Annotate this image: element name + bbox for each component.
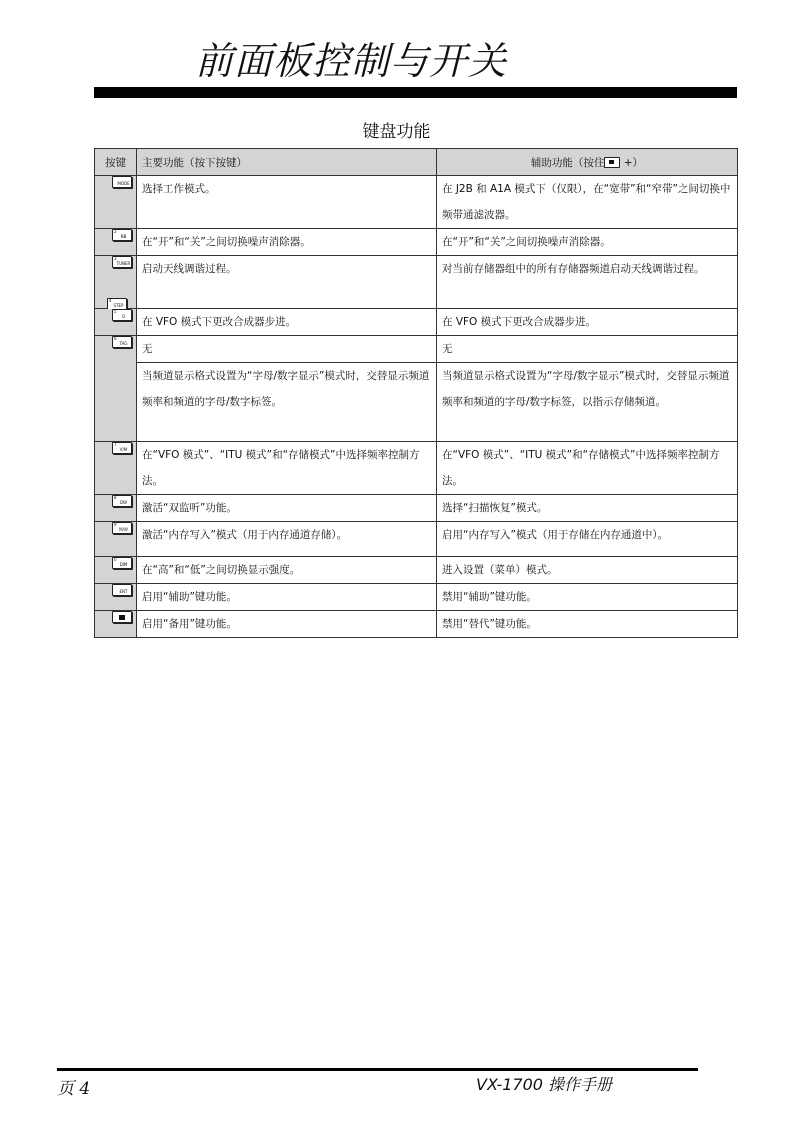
key-cell xyxy=(95,522,137,557)
main-function-cell: 在 VFO 模式下更改合成器步进。 xyxy=(137,309,437,336)
main-function-cell: 启动天线调谐过程。 xyxy=(137,256,437,309)
main-function-cell: 当频道显示格式设置为“字母/数字显示”模式时，交替显示频道频率和频道的字母/数字标签。 xyxy=(137,363,437,442)
table-row xyxy=(95,363,738,442)
aux-function-cell: 禁用“替代”键功能。 xyxy=(437,611,738,638)
aux-function-cell: 在 VFO 模式下更改合成器步进。 xyxy=(437,309,738,336)
table-row xyxy=(95,442,738,495)
tag-key-icon: 6 TAG xyxy=(112,336,132,348)
dim-key-icon: 0 DIM xyxy=(112,557,132,569)
main-function-cell: 在“VFO 模式”、“ITU 模式”和“存储模式”中选择频率控制方法。 xyxy=(137,442,437,495)
aux-function-cell: 无 xyxy=(437,336,738,363)
table-row xyxy=(95,309,738,336)
key-cell xyxy=(95,495,137,522)
key-cell xyxy=(95,256,137,309)
key-cell xyxy=(95,176,137,229)
footer-manual-title: VX-1700 操作手册 xyxy=(476,1075,613,1094)
f-key-icon xyxy=(604,157,620,168)
table-row xyxy=(95,495,738,522)
title-divider-bar xyxy=(94,87,737,98)
aux-function-cell: 在 J2B 和 A1A 模式下（仅限），在“宽带”和“窄带”之间切换中频带通滤波器。 xyxy=(437,176,738,229)
footer-rule xyxy=(57,1068,698,1071)
dw-key-icon: 8 DW xyxy=(112,495,132,507)
mw-key-icon: 9 M/W xyxy=(112,522,132,534)
main-function-cell: 激活“双监听”功能。 xyxy=(137,495,437,522)
header-aux-prefix: 辅助功能（按住 xyxy=(530,156,605,169)
page-title: 前面板控制与开关 xyxy=(195,39,508,83)
mode-key-icon: MODE xyxy=(112,176,132,188)
key-cell xyxy=(95,309,137,336)
table-row xyxy=(95,256,738,309)
aux-function-cell: 在“VFO 模式”、“ITU 模式”和“存储模式”中选择频率控制方法。 xyxy=(437,442,738,495)
step-key-icon: 4 STEP xyxy=(107,298,127,310)
nb-key-icon: 2 NB xyxy=(112,229,132,241)
key-cell xyxy=(95,229,137,256)
aux-function-cell: 当频道显示格式设置为“字母/数字显示”模式时，交替显示频道频率和频道的字母/数字标签，以指示存储频道。 xyxy=(437,363,738,442)
table-row xyxy=(95,336,738,363)
key-cell xyxy=(95,336,137,442)
key-cell xyxy=(95,611,137,638)
footer-page-number: 页 4 xyxy=(57,1079,91,1099)
table-row xyxy=(95,522,738,557)
key-function-table xyxy=(94,148,738,638)
table-row xyxy=(95,611,738,638)
table-row xyxy=(95,557,738,584)
aux-function-cell: 在“开”和“关”之间切换噪声消除器。 xyxy=(437,229,738,256)
key-cell xyxy=(95,442,137,495)
header-main-function: 主要功能（按下按键） xyxy=(137,149,437,176)
f-key-icon xyxy=(112,611,132,623)
section-title: 键盘功能 xyxy=(362,122,431,142)
main-function-cell: 启用“辅助”键功能。 xyxy=(137,584,437,611)
aux-function-cell: 选择“扫描恢复”模式。 xyxy=(437,495,738,522)
aux-function-cell: 对当前存储器组中的所有存储器频道启动天线调谐过程。 xyxy=(437,256,738,309)
table-header-row xyxy=(95,149,738,176)
header-aux-function xyxy=(437,149,738,176)
aux-function-cell: 进入设置（菜单）模式。 xyxy=(437,557,738,584)
header-aux-suffix: +） xyxy=(620,156,644,169)
main-function-cell: 无 xyxy=(137,336,437,363)
key-cell xyxy=(95,557,137,584)
step-o-key-icon: 5 O xyxy=(112,309,132,321)
main-function-cell: 在“开”和“关”之间切换噪声消除器。 xyxy=(137,229,437,256)
key-cell xyxy=(95,584,137,611)
vm-key-icon: 7 V/M xyxy=(112,442,132,454)
tuner-key-icon: 3 TUNER xyxy=(114,256,131,266)
main-function-cell: 选择工作模式。 xyxy=(137,176,437,229)
ent-key-icon: ENT xyxy=(112,584,132,596)
header-key: 按键 xyxy=(95,149,137,176)
aux-function-cell: 禁用“辅助”键功能。 xyxy=(437,584,738,611)
main-function-cell: 在“高”和“低”之间切换显示强度。 xyxy=(137,557,437,584)
main-function-cell: 启用“备用”键功能。 xyxy=(137,611,437,638)
main-function-cell: 激活“内存写入”模式（用于内存通道存储）。 xyxy=(137,522,437,557)
table-row xyxy=(95,229,738,256)
aux-function-cell: 启用“内存写入”模式（用于存储在内存通道中）。 xyxy=(437,522,738,557)
table-row xyxy=(95,584,738,611)
table-row xyxy=(95,176,738,229)
